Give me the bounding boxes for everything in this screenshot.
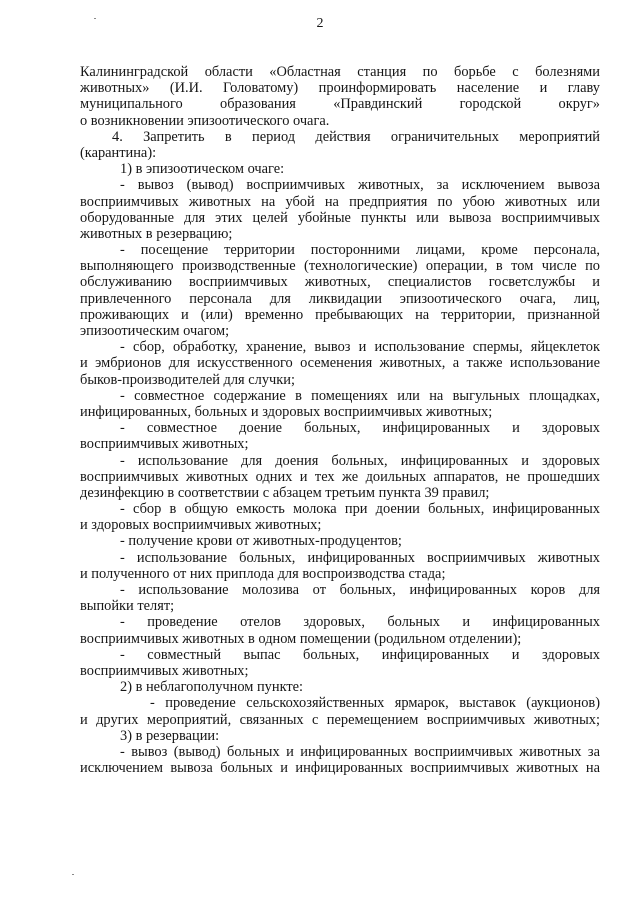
text-line: 2) в неблагополучном пункте: bbox=[120, 679, 304, 696]
scan-speck bbox=[94, 18, 96, 19]
text-line: о возникновении эпизоотического очага. bbox=[80, 112, 330, 129]
text-line: животных в резервацию; bbox=[80, 225, 233, 242]
text-line: муниципального образования «Правдинский городской округ» bbox=[80, 96, 600, 113]
document-body bbox=[80, 64, 600, 776]
text-line: восприимчивых животных; bbox=[80, 436, 249, 453]
text-line: животных» (И.И. Головатому) проинформировать население и главу bbox=[80, 80, 600, 97]
text-line: - посещение территории посторонними лицами, кроме персонала, bbox=[120, 242, 600, 259]
text-line: (карантина): bbox=[80, 144, 157, 161]
text-line: эпизоотическим очагом; bbox=[80, 323, 230, 339]
text-line: - получение крови от животных-продуцентов; bbox=[120, 533, 402, 550]
text-line: - использование больных, инфицированных восприимчивых животных bbox=[120, 549, 600, 566]
text-line: - проведение сельскохозяйственных ярмарок, выставок (аукционов) bbox=[150, 695, 600, 712]
text-line: - сбор, обработку, хранение, вывоз и использование спермы, яйцеклеток bbox=[120, 339, 600, 356]
text-line: и других мероприятий, связанных с перемещением восприимчивых животных; bbox=[80, 711, 600, 728]
text-line: - использование молозива от больных, инфицированных коров для bbox=[120, 582, 600, 598]
text-line: привлеченного персонала для ликвидации эпизоотического очага, лиц, bbox=[80, 290, 600, 307]
text-line: и полученного от них приплода для воспроизводства стада; bbox=[80, 565, 446, 582]
text-line: 1) в эпизоотическом очаге: bbox=[120, 161, 285, 178]
text-line: исключением вывоза больных и инфицированных восприимчивых животных на bbox=[80, 760, 600, 777]
text-line: восприимчивых животных на убой на предприятия по убою животных или bbox=[80, 193, 600, 210]
text-line: 3) в резервации: bbox=[120, 727, 220, 744]
text-line: дезинфекцию в соответствии с абзацем третьим пункта 39 правил; bbox=[80, 484, 490, 501]
text-line: восприимчивых животных; bbox=[80, 662, 249, 679]
page-number: 2 bbox=[316, 16, 324, 31]
text-line: быков-производителей для случки; bbox=[80, 371, 295, 388]
text-line: - вывоз (вывод) восприимчивых животных, за исключением вывоза bbox=[120, 177, 600, 194]
text-line: проживающих и (или) временно пребывающих на территории, признанной bbox=[80, 306, 600, 323]
text-line: - совместный выпас больных, инфицированных и здоровых bbox=[120, 646, 600, 663]
text-line: и здоровых восприимчивых животных; bbox=[80, 517, 322, 534]
text-line: - вывоз (вывод) больных и инфицированных восприимчивых животных за bbox=[120, 743, 600, 760]
text-line: восприимчивых животных одних и тех же доильных аппаратов, не прошедших bbox=[80, 468, 600, 485]
text-line: выпойки телят; bbox=[80, 598, 175, 615]
text-line: 4. Запретить в период действия ограничительных мероприятий bbox=[112, 128, 600, 145]
text-line: инфицированных, больных и здоровых восприимчивых животных; bbox=[80, 403, 493, 420]
text-line: Калининградской области «Областная станция по борьбе с болезнями bbox=[80, 64, 600, 80]
text-line: выполняющего производственные (технологические) операции, в том числе по bbox=[80, 258, 600, 275]
text-line: обслуживанию восприимчивых животных, специалистов госветслужбы и bbox=[80, 274, 600, 291]
text-line: - сбор в общую емкость молока при доении больных, инфицированных bbox=[120, 501, 600, 518]
text-line: - совместное содержание в помещениях или на выгульных площадках, bbox=[120, 387, 600, 404]
scan-speck bbox=[72, 874, 74, 875]
text-line: - совместное доение больных, инфицированных и здоровых bbox=[120, 420, 600, 437]
text-line: и эмбрионов для искусственного осеменения животных, а также использование bbox=[80, 355, 600, 372]
text-line: оборудованные для этих целей убойные пункты или вывоза восприимчивых bbox=[80, 209, 600, 226]
text-line: восприимчивых животных в одном помещении (родильном отделении); bbox=[80, 630, 522, 647]
text-line: - использование для доения больных, инфицированных и здоровых bbox=[120, 452, 600, 469]
text-line: - проведение отелов здоровых, больных и инфицированных bbox=[120, 614, 600, 631]
